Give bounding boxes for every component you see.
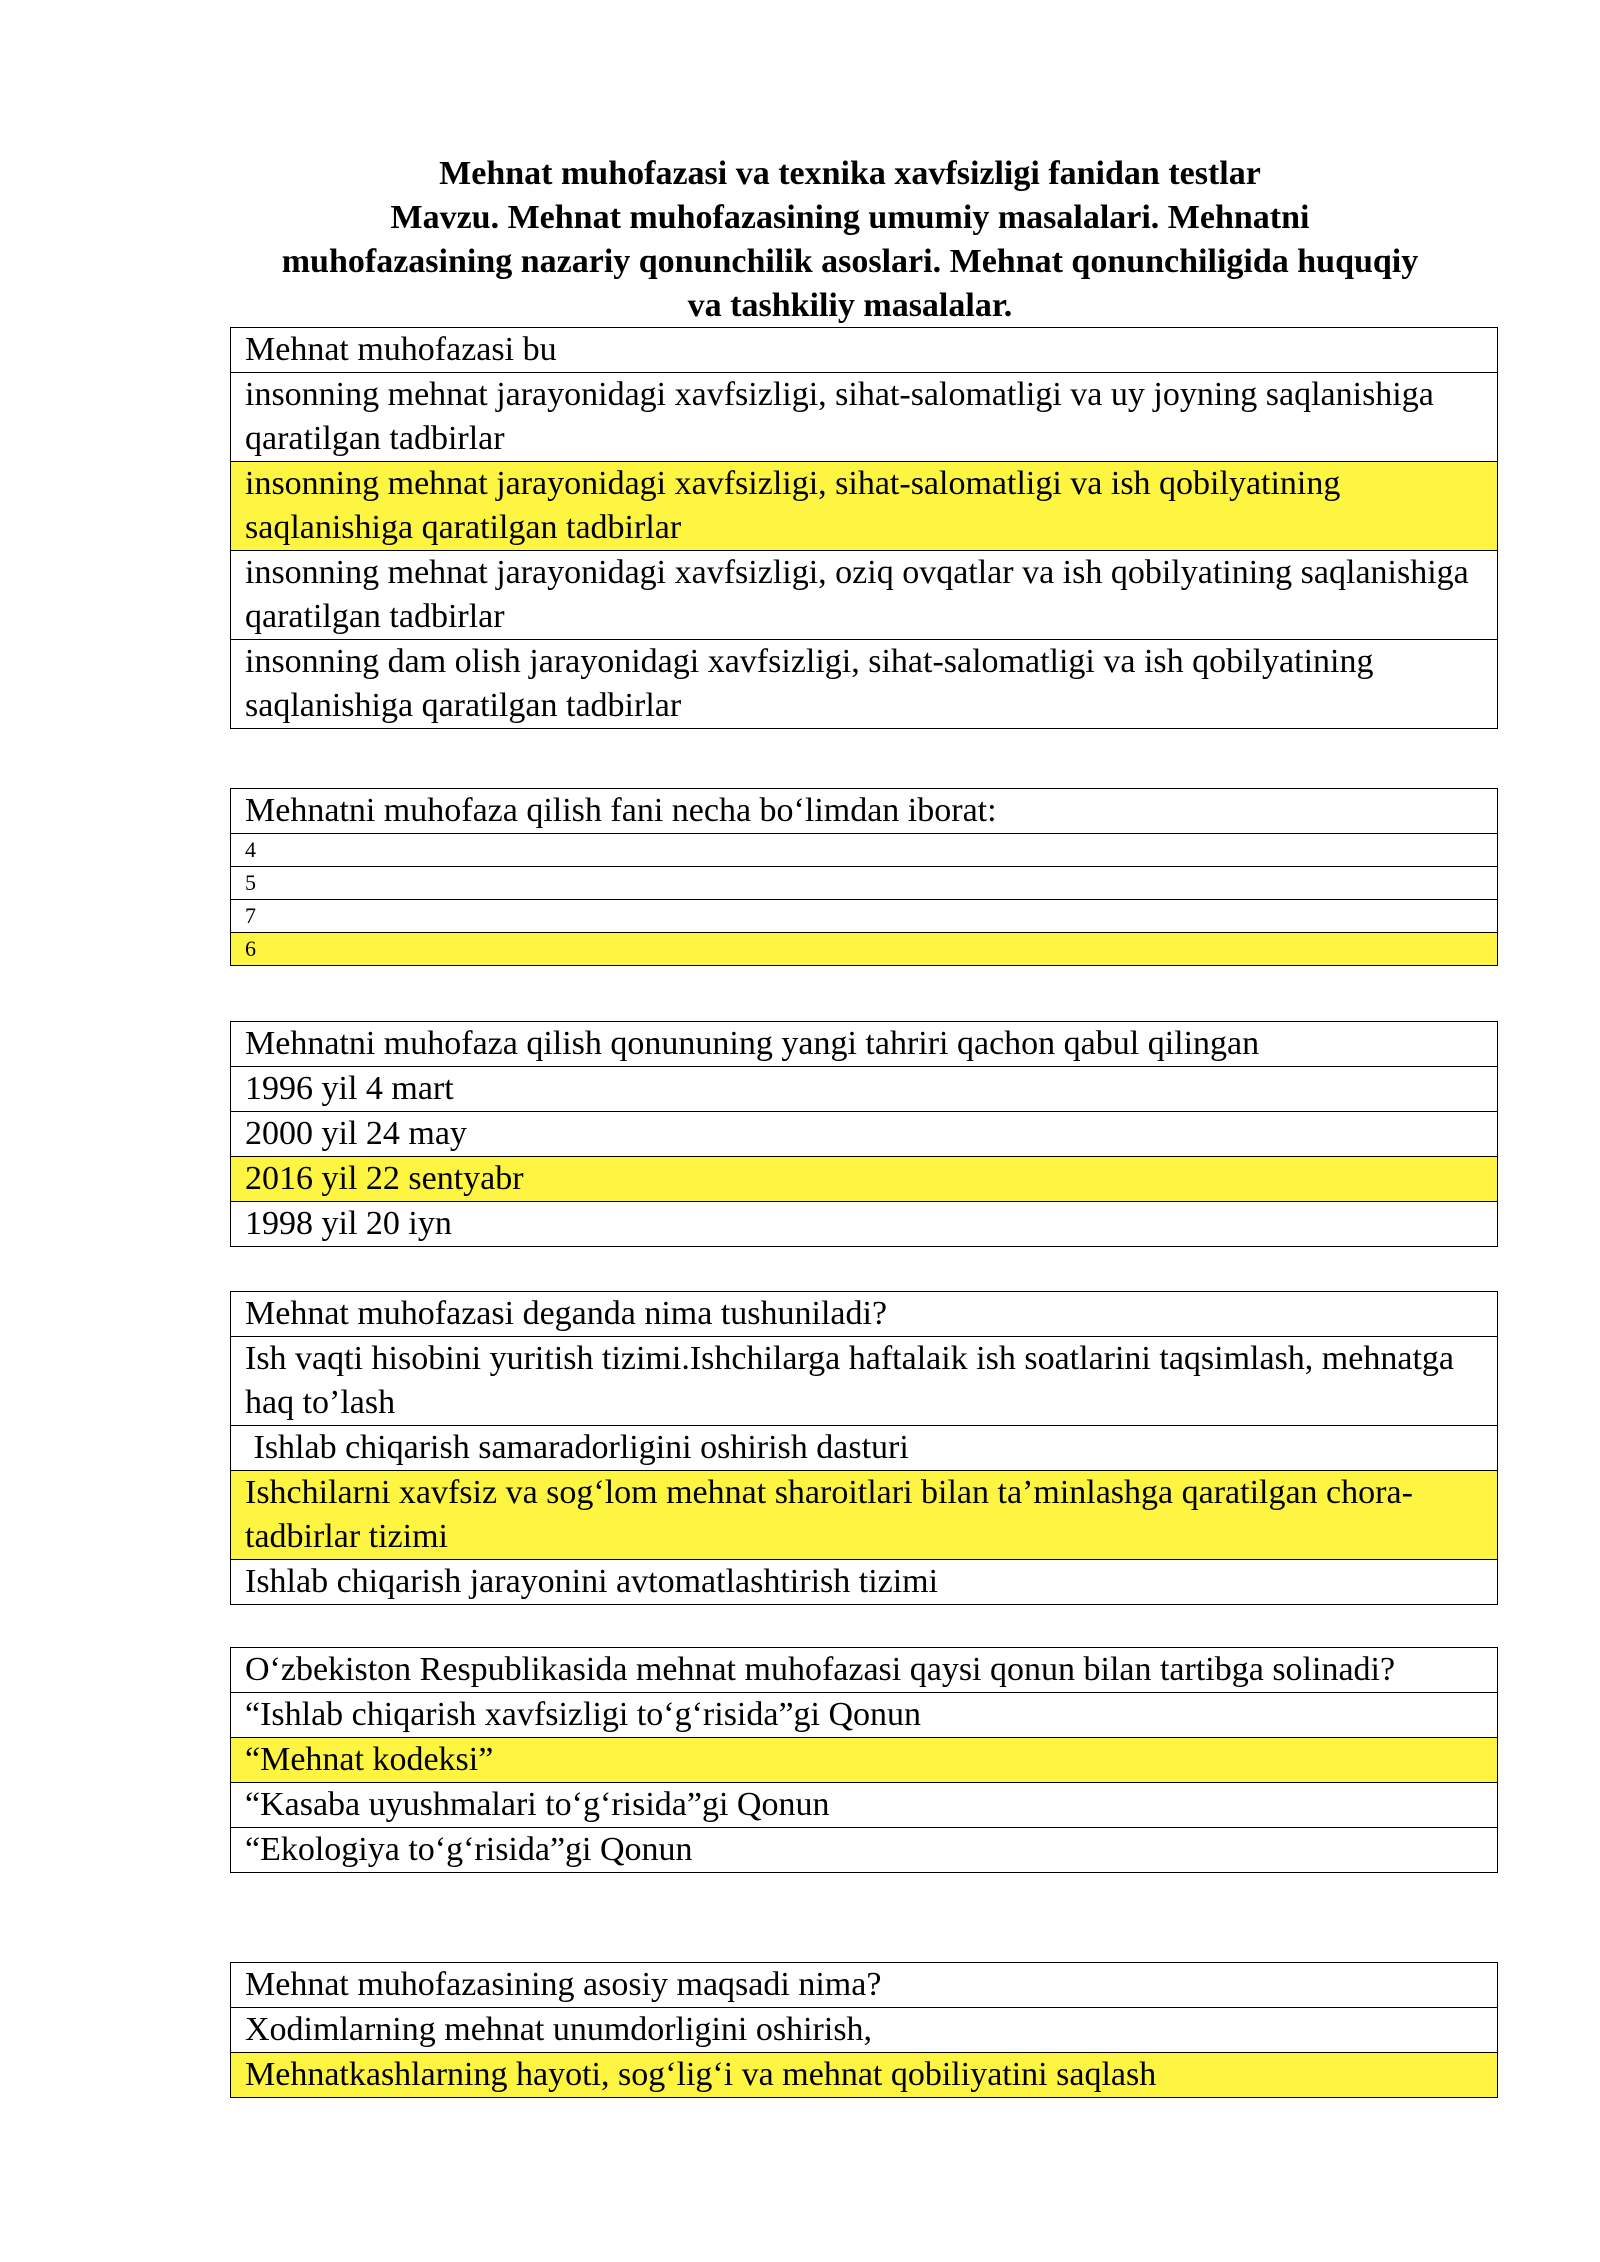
question-table-4 [230, 1291, 1498, 1605]
question-text: Mehnatni muhofaza qilish fani necha bo‘limdan iborat: [231, 789, 1498, 834]
header-topic-line-2: muhofazasining nazariy qonunchilik asoslari. Mehnat qonunchiligida huquqiy [281, 243, 1419, 280]
question-text: O‘zbekiston Respublikasida mehnat muhofazasi qaysi qonun bilan tartibga solinadi? [231, 1648, 1498, 1693]
answer-option-correct: insonning mehnat jarayonidagi xavfsizligi, sihat-salomatligi va ish qobilyatining saqlanishiga qaratilgan tadbirlar [231, 462, 1498, 551]
answer-option: Ishlab chiqarish jarayonini avtomatlashtirish tizimi [231, 1560, 1498, 1605]
answer-option: 1996 yil 4 mart [231, 1067, 1498, 1112]
header-topic-line-1: Mavzu. Mehnat muhofazasining umumiy masalalari. Mehnatni [390, 199, 1310, 236]
question-text: Mehnat muhofazasi deganda nima tushuniladi? [231, 1292, 1498, 1337]
answer-option: insonning mehnat jarayonidagi xavfsizligi, oziq ovqatlar va ish qobilyatining saqlanishiga qaratilgan tadbirlar [231, 551, 1498, 640]
answer-option-correct: 6 [231, 933, 1498, 966]
answer-option: Ish vaqti hisobini yuritish tizimi.Ishchilarga haftalaik ish soatlarini taqsimlash, mehnatga haq to’lash [231, 1337, 1498, 1426]
answer-option-correct: 2016 yil 22 sentyabr [231, 1157, 1498, 1202]
answer-option: insonning mehnat jarayonidagi xavfsizligi, sihat-salomatligi va uy joyning saqlanishiga qaratilgan tadbirlar [231, 373, 1498, 462]
answer-option: Xodimlarning mehnat unumdorligini oshirish, [231, 2008, 1498, 2053]
answer-option: insonning dam olish jarayonidagi xavfsizligi, sihat-salomatligi va ish qobilyatining saqlanishiga qaratilgan tadbirlar [231, 640, 1498, 729]
answer-option: 4 [231, 834, 1498, 867]
header-topic-line-3: va tashkiliy masalalar. [687, 287, 1013, 324]
question-text: Mehnatni muhofaza qilish qonununing yangi tahriri qachon qabul qilingan [231, 1022, 1498, 1067]
answer-option: 7 [231, 900, 1498, 933]
answer-option: 1998 yil 20 iyn [231, 1202, 1498, 1247]
question-table-3 [230, 1021, 1498, 1247]
header-title: Mehnat muhofazasi va texnika xavfsizligi fanidan testlar [439, 155, 1261, 192]
question-text: Mehnat muhofazasining asosiy maqsadi nima? [231, 1963, 1498, 2008]
question-table-1 [230, 327, 1498, 729]
question-table-6 [230, 1962, 1498, 2098]
answer-option-correct: Ishchilarni xavfsiz va sog‘lom mehnat sharoitlari bilan ta’minlashga qaratilgan chora-tadbirlar tizimi [231, 1471, 1498, 1560]
answer-option: 2000 yil 24 may [231, 1112, 1498, 1157]
question-text: Mehnat muhofazasi bu [231, 328, 1498, 373]
answer-option: Ishlab chiqarish samaradorligini oshirish dasturi [231, 1426, 1498, 1471]
answer-option: “Ekologiya to‘g‘risida”gi Qonun [231, 1828, 1498, 1873]
answer-option: 5 [231, 867, 1498, 900]
answer-option-correct: “Mehnat kodeksi” [231, 1738, 1498, 1783]
answer-option-correct: Mehnatkashlarning hayoti, sog‘lig‘i va mehnat qobiliyatini saqlash [231, 2053, 1498, 2098]
document-header [200, 152, 1500, 328]
question-table-5 [230, 1647, 1498, 1873]
answer-option: “Kasaba uyushmalari to‘g‘risida”gi Qonun [231, 1783, 1498, 1828]
answer-option: “Ishlab chiqarish xavfsizligi to‘g‘risida”gi Qonun [231, 1693, 1498, 1738]
question-table-2 [230, 788, 1498, 966]
